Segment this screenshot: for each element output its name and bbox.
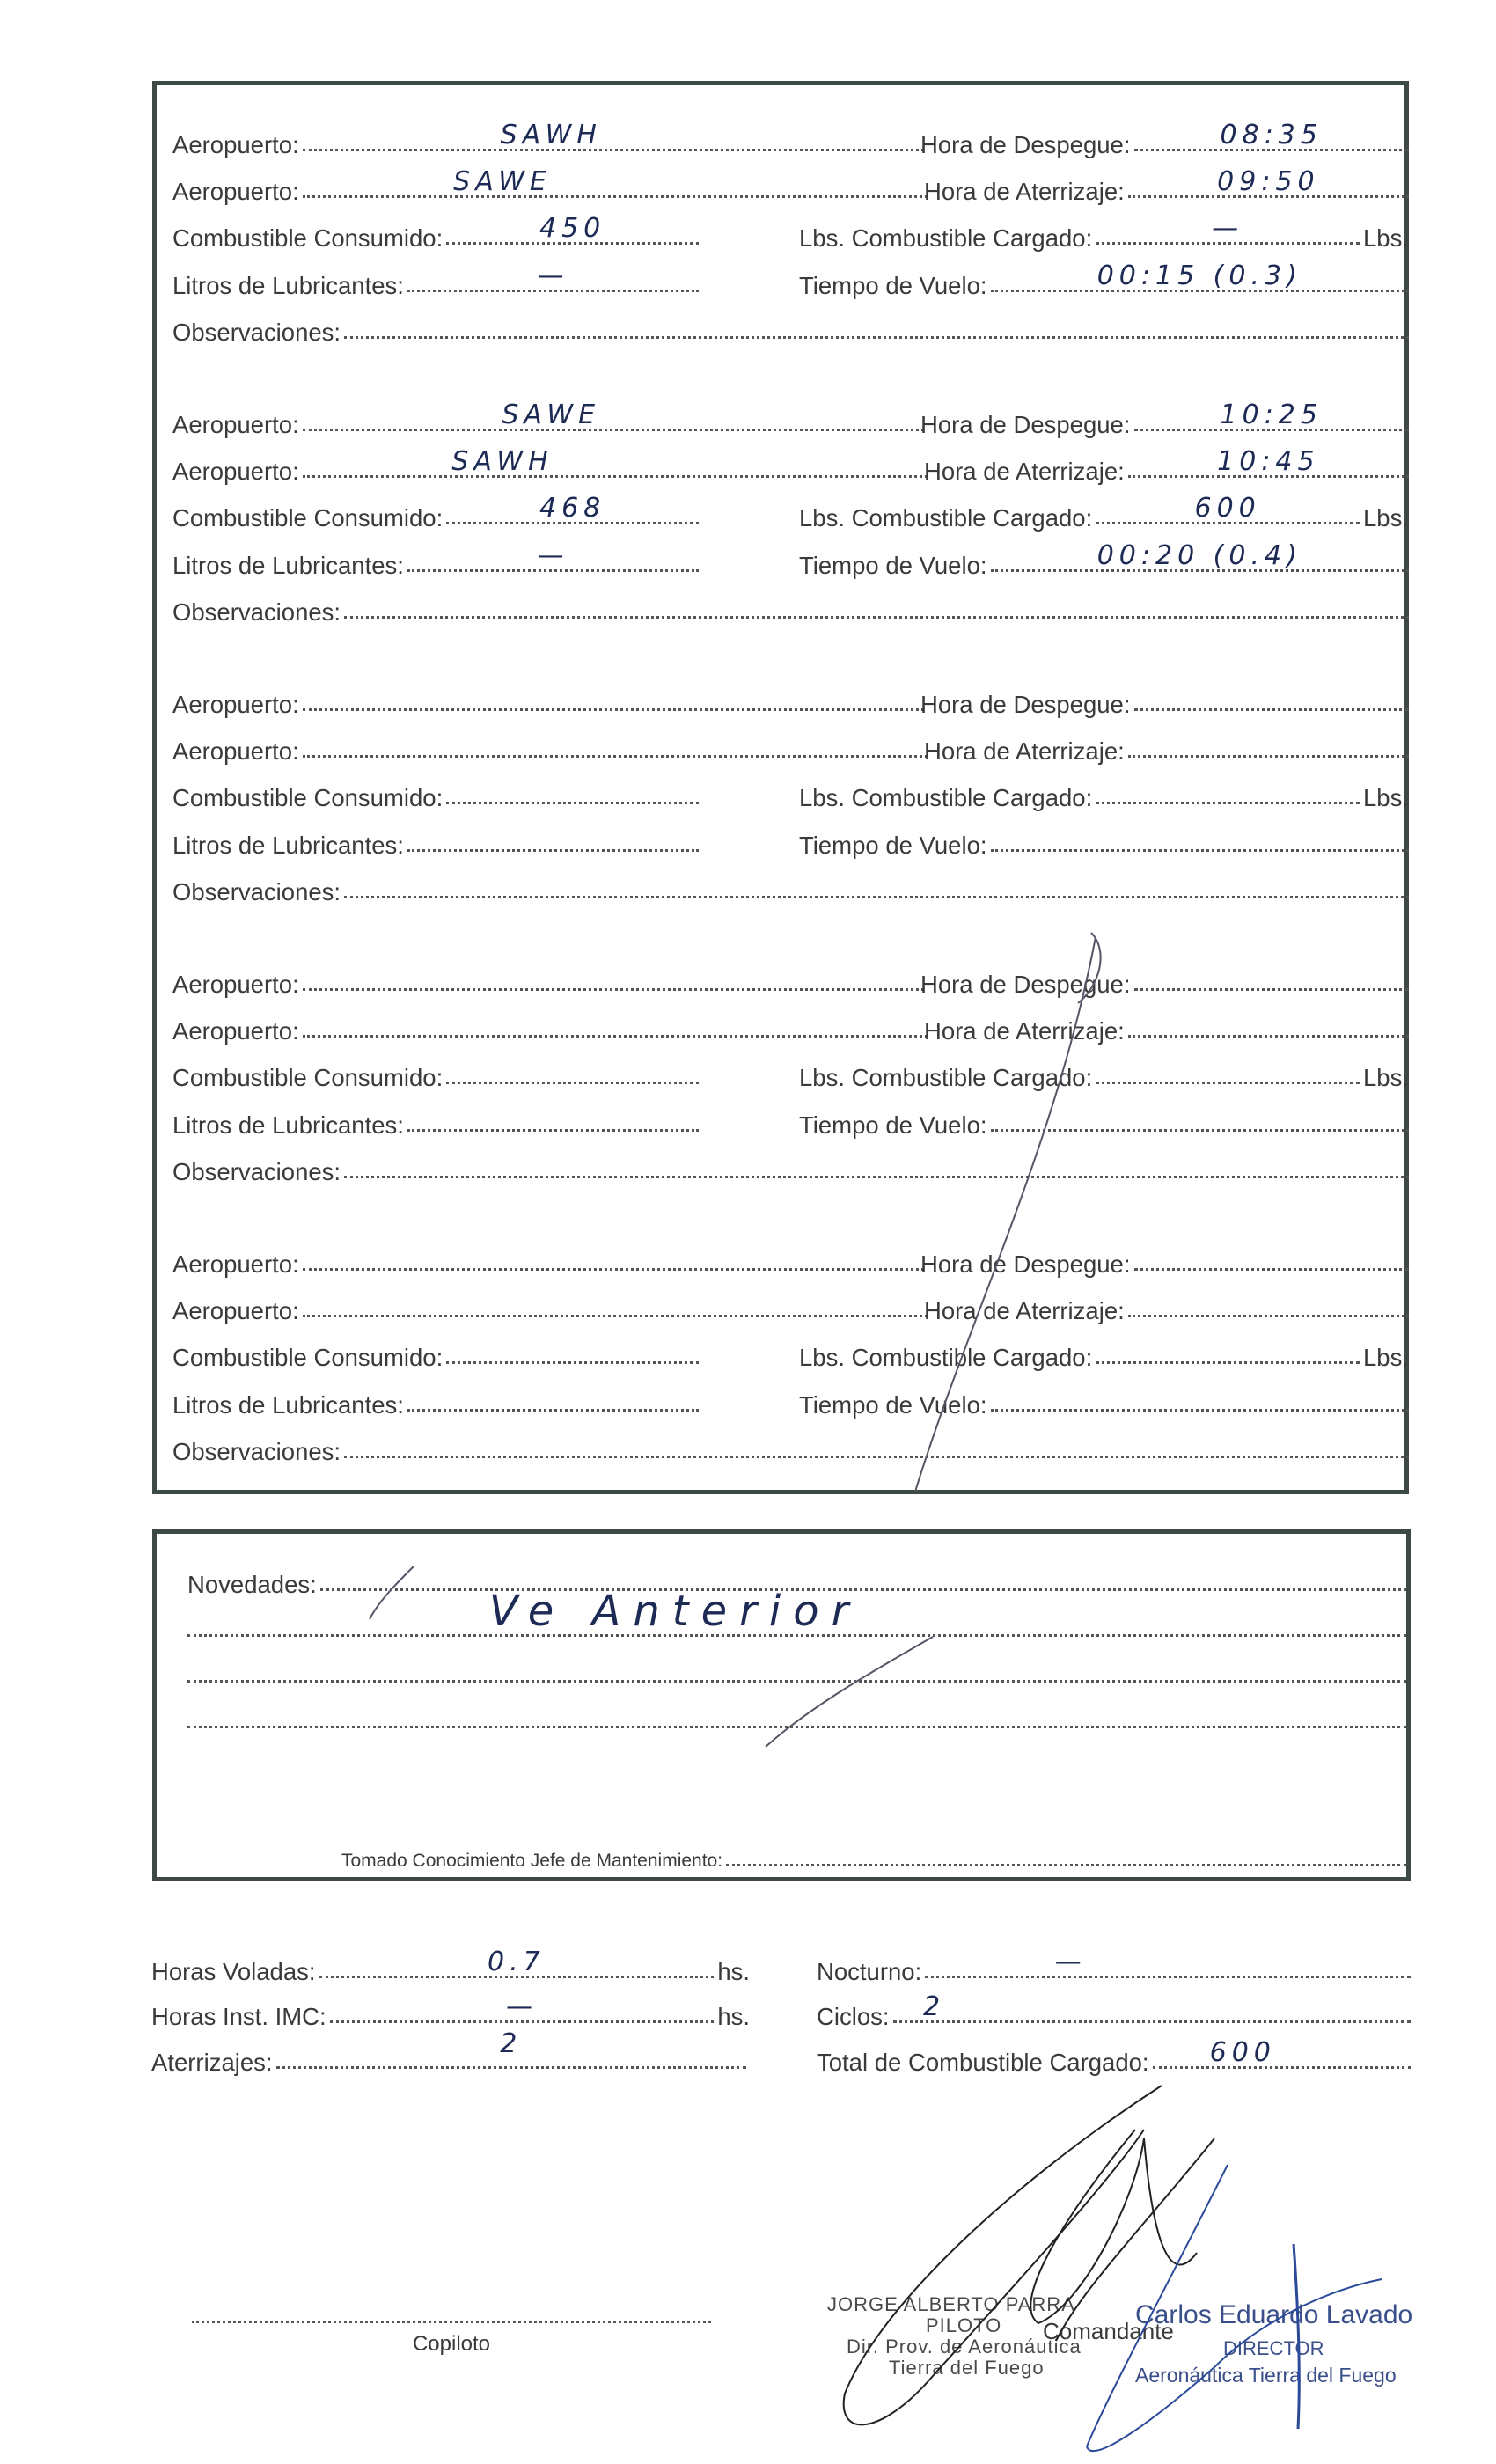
cycles-value: 2 [923, 1991, 946, 2022]
fuel-loaded-label: Lbs. Combustible Cargado: [799, 1064, 1093, 1092]
landing-time-label: Hora de Aterrizaje: [924, 178, 1125, 206]
lbs-unit: Lbs. [1363, 504, 1409, 532]
lubricants-label: Litros de Lubricantes: [172, 831, 404, 859]
landing-time-label: Hora de Aterrizaje: [924, 1017, 1125, 1045]
flight-time-label: Tiempo de Vuelo: [799, 271, 987, 299]
landing-time-value: 10:45 [1217, 446, 1320, 478]
landings-label: Aterrizajes: [151, 2049, 273, 2076]
lubricants-label: Litros de Lubricantes: [172, 1390, 404, 1419]
flight-time-label: Tiempo de Vuelo: [799, 1111, 987, 1139]
imc-hours-value: — [505, 1991, 538, 2022]
airport-to-label: Aeropuerto: [172, 1297, 299, 1325]
fuel-loaded-label: Lbs. Combustible Cargado: [799, 1344, 1093, 1372]
airport-from-label: Aeropuerto: [172, 411, 299, 438]
fuel-loaded-label: Lbs. Combustible Cargado: [799, 504, 1093, 532]
seal-line-2: PILOTO [926, 2314, 1002, 2336]
takeoff-time-label: Hora de Despegue: [920, 1250, 1131, 1278]
total-fuel-label: Total de Combustible Cargado: [817, 2049, 1149, 2076]
copilot-label: Copiloto [412, 2332, 491, 2356]
takeoff-time-label: Hora de Despegue: [920, 411, 1131, 438]
fuel-used-label: Combustible Consumido: [172, 224, 444, 253]
airport-to-value: SAWE [453, 166, 552, 198]
airport-from-label: Aeropuerto: [172, 971, 299, 998]
fuel-used-label: Combustible Consumido: [172, 1344, 444, 1372]
airport-to-label: Aeropuerto: [172, 737, 299, 766]
airport-to-label: Aeropuerto: [172, 1017, 299, 1045]
director-signature [1087, 2165, 1382, 2451]
observations-label: Observaciones: [172, 1437, 341, 1465]
cycles-label: Ciclos: [817, 2003, 890, 2030]
takeoff-time-value: 08:35 [1220, 120, 1323, 150]
lubricants-value: — [537, 260, 569, 291]
seal-line-1: JORGE ALBERTO PARRA [827, 2293, 1075, 2315]
maintenance-ack-label: Tomado Conocimiento Jefe de Mantenimiento: [341, 1851, 723, 1871]
fuel-used-value: 468 [539, 493, 606, 524]
hs-unit: hs. [717, 1958, 750, 1985]
flight-time-value: 00:15 (0.3) [1096, 260, 1302, 291]
airport-from-value: SAWE [502, 400, 601, 430]
night-value: — [1054, 1947, 1087, 1977]
commander-label: Comandante [1043, 2318, 1174, 2344]
flight-time-label: Tiempo de Vuelo: [799, 831, 987, 859]
fuel-loaded-value: — [1212, 213, 1244, 245]
takeoff-time-label: Hora de Despegue: [920, 131, 1131, 158]
lubricants-label: Litros de Lubricantes: [172, 1111, 404, 1139]
landings-value: 2 [500, 2028, 523, 2059]
fuel-used-label: Combustible Consumido: [172, 504, 444, 532]
airport-from-value: SAWH [500, 120, 602, 150]
observations-label: Observaciones: [172, 877, 341, 906]
lbs-unit: Lbs. [1363, 1064, 1409, 1092]
hs-unit: hs. [717, 2003, 750, 2030]
takeoff-time-label: Hora de Despegue: [920, 971, 1131, 998]
pilot-signature [844, 2086, 1214, 2424]
director-title: DIRECTOR [1223, 2337, 1324, 2359]
lubricants-label: Litros de Lubricantes: [172, 271, 404, 299]
director-name: Carlos Eduardo Lavado [1135, 2300, 1413, 2329]
flight-time-value: 00:20 (0.4) [1096, 539, 1302, 571]
airport-from-label: Aeropuerto: [172, 691, 299, 718]
observations-label: Observaciones: [172, 318, 341, 346]
hours-flown-label: Horas Voladas: [151, 1958, 316, 1985]
cancel-stroke-flights [915, 937, 1096, 1492]
takeoff-time-value: 10:25 [1220, 400, 1323, 430]
flight-time-label: Tiempo de Vuelo: [799, 1390, 987, 1419]
total-fuel-value: 600 [1209, 2037, 1276, 2068]
airport-to-label: Aeropuerto: [172, 178, 299, 206]
lubricants-label: Litros de Lubricantes: [172, 551, 404, 579]
lbs-unit: Lbs. [1363, 784, 1409, 812]
fuel-loaded-label: Lbs. Combustible Cargado: [799, 784, 1093, 812]
fuel-used-label: Combustible Consumido: [172, 1064, 444, 1092]
imc-hours-label: Horas Inst. IMC: [151, 2003, 326, 2030]
seal-line-3: Dir. Prov. de Aeronáutica [847, 2336, 1082, 2358]
lbs-unit: Lbs. [1363, 1344, 1409, 1372]
airport-from-label: Aeropuerto: [172, 1250, 299, 1278]
night-label: Nocturno: [817, 1958, 922, 1985]
landing-time-label: Hora de Aterrizaje: [924, 737, 1125, 766]
flight-time-label: Tiempo de Vuelo: [799, 551, 987, 579]
fuel-used-label: Combustible Consumido: [172, 784, 444, 812]
landing-time-label: Hora de Aterrizaje: [924, 458, 1125, 486]
airport-to-label: Aeropuerto: [172, 458, 299, 486]
cancel-stroke-novedades [766, 1637, 933, 1747]
fuel-used-value: 450 [539, 213, 606, 245]
hours-flown-value: 0.7 [488, 1947, 546, 1977]
landing-time-value: 09:50 [1217, 166, 1320, 198]
airport-to-value: SAWH [451, 446, 554, 478]
observations-label: Observaciones: [172, 1157, 341, 1185]
seal-line-4: Tierra del Fuego [889, 2357, 1045, 2379]
lubricants-value: — [537, 539, 569, 571]
novedades-label: Novedades: [187, 1571, 317, 1598]
fuel-loaded-label: Lbs. Combustible Cargado: [799, 224, 1093, 253]
observations-label: Observaciones: [172, 598, 341, 626]
takeoff-time-label: Hora de Despegue: [920, 691, 1131, 718]
director-org: Aeronáutica Tierra del Fuego [1135, 2364, 1397, 2387]
airport-from-label: Aeropuerto: [172, 131, 299, 158]
lbs-unit: Lbs. [1363, 224, 1409, 253]
landing-time-label: Hora de Aterrizaje: [924, 1297, 1125, 1325]
fuel-loaded-value: 600 [1194, 493, 1261, 524]
novedades-text: Ve Anterior [488, 1587, 862, 1636]
cancel-stroke-novedades-top [370, 1566, 414, 1619]
